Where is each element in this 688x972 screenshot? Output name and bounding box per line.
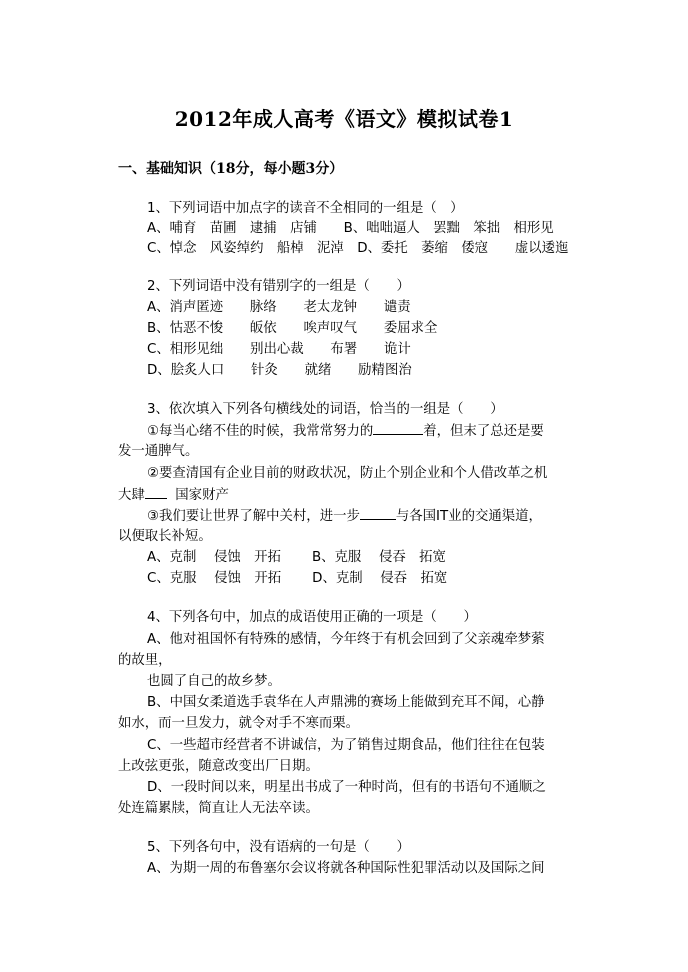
question-4-text-line: 的故里， [118, 653, 172, 668]
question-2-option-line: A、消声匿迹 脉络 老太龙钟 谴责 [147, 300, 411, 315]
question-4-text-line: 上改弦更张，随意改变出厂日期。 [118, 759, 319, 774]
question-1-option-line: A、哺育 苗圃 逮捕 店铺 B、咄咄逼人 罢黜 笨拙 相形见 [147, 221, 554, 236]
question-3-sentence-3 [147, 507, 542, 526]
question-1-stem: 1、下列词语中加点字的读音不全相同的一组是（ ） [147, 201, 464, 216]
question-4-text-line: B、中国女柔道选手袁华在人声鼎沸的赛场上能做到充耳不闻，心静 [147, 695, 545, 710]
question-5-text-line: A、为期一周的布鲁塞尔会议将就各种国际性犯罪活动以及国际之间 [147, 861, 545, 876]
sentence-text: 与各国IT业的交通渠道， [395, 509, 542, 524]
question-4-text-line: 处连篇累牍，简直让人无法卒读。 [118, 801, 319, 816]
question-3-sentence-1-cont: 发一通脾气。 [118, 444, 199, 459]
sentence-text: 国家财产 [166, 488, 229, 503]
question-2-stem: 2、下列词语中没有错别字的一组是（ ） [147, 279, 410, 294]
question-5-stem: 5、下列各句中，没有语病的一句是（ ） [147, 840, 410, 855]
sentence-text: 大肆 [118, 488, 145, 503]
question-3-stem: 3、依次填入下列各句横线处的词语，恰当的一组是（ ） [147, 402, 504, 417]
question-3-sentence-3-cont: 以便取长补短。 [118, 529, 212, 544]
fill-blank [145, 486, 167, 499]
question-2-option-line: C、相形见绌 别出心裁 布署 诡计 [147, 342, 411, 357]
question-4-stem: 4、下列各句中，加点的成语使用正确的一项是（ ） [147, 610, 477, 625]
question-4-text-line: 也圆了自己的故乡梦。 [147, 674, 281, 689]
question-4-text-line: C、一些超市经营者不讲诚信，为了销售过期食品，他们往往在包装 [147, 738, 545, 753]
fill-blank [373, 422, 423, 435]
question-3-option-line: C、克服 侵蚀 开拓 D、克制 侵吞 拓宽 [147, 571, 448, 586]
question-3-sentence-2: ②要查清国有企业目前的财政状况，防止个别企业和个人借改革之机 [147, 466, 548, 481]
fill-blank [360, 507, 396, 520]
page-title: 2012年成人高考《语文》模拟试卷1 [174, 107, 514, 131]
question-2-option-line: D、脍炙人口 针灸 就绪 励精图治 [147, 363, 412, 378]
section-header: 一、基础知识（18分，每小题3分） [118, 161, 344, 177]
question-3-sentence-1 [147, 422, 544, 441]
question-4-text-line: A、他对祖国怀有特殊的感情，今年终于有机会回到了父亲魂牵梦萦 [147, 632, 545, 647]
sentence-text: 着，但末了总还是要 [423, 424, 544, 439]
sentence-text: ③我们要让世界了解中关村，进一步 [147, 509, 360, 524]
question-3-option-line: A、克制 侵蚀 开拓 B、克服 侵吞 拓宽 [147, 550, 446, 565]
question-3-sentence-2-cont [118, 486, 229, 505]
sentence-text: ①每当心绪不佳的时候，我常常努力的 [147, 424, 374, 439]
question-2-option-line: B、怙恶不悛 皈依 唉声叹气 委屈求全 [147, 321, 438, 336]
question-4-text-line: D、一段时间以来，明星出书成了一种时尚，但有的书语句不通顺之 [147, 780, 546, 795]
question-4-text-line: 如水，而一旦发力，就令对手不寒而栗。 [118, 716, 360, 731]
question-1-option-line: C、悼念 风姿绰约 船棹 泥淖 D、委托 萎缩 倭寇 虚以逶迤 [147, 241, 569, 256]
